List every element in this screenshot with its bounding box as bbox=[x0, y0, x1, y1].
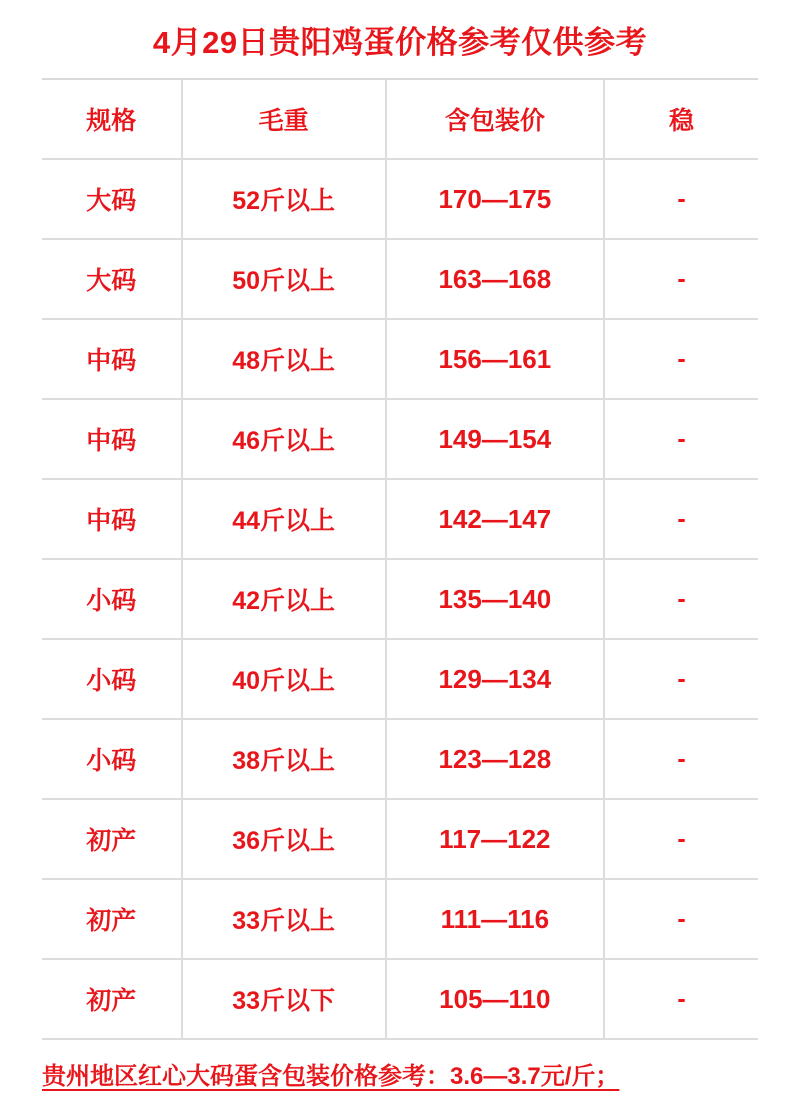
table-row bbox=[42, 559, 758, 639]
cell-spec: 中码 bbox=[42, 399, 182, 479]
cell-weight: 42斤以上 bbox=[182, 559, 386, 639]
cell-price: 163—168 bbox=[386, 239, 604, 319]
cell-price: 170—175 bbox=[386, 159, 604, 239]
table-row bbox=[42, 479, 758, 559]
cell-trend: - bbox=[604, 399, 758, 479]
cell-spec: 大码 bbox=[42, 239, 182, 319]
table-row bbox=[42, 239, 758, 319]
title-row bbox=[42, 0, 758, 80]
cell-weight: 40斤以上 bbox=[182, 639, 386, 719]
cell-spec: 小码 bbox=[42, 559, 182, 639]
table-header-row bbox=[42, 80, 758, 159]
cell-trend: - bbox=[604, 559, 758, 639]
egg-price-table bbox=[42, 80, 758, 1040]
cell-price: 135—140 bbox=[386, 559, 604, 639]
cell-price: 149—154 bbox=[386, 399, 604, 479]
table-body bbox=[42, 159, 758, 1039]
cell-price: 123—128 bbox=[386, 719, 604, 799]
cell-spec: 中码 bbox=[42, 479, 182, 559]
table-row bbox=[42, 719, 758, 799]
cell-spec: 初产 bbox=[42, 959, 182, 1039]
cell-trend: - bbox=[604, 879, 758, 959]
cell-trend: - bbox=[604, 479, 758, 559]
table-row bbox=[42, 799, 758, 879]
table-row bbox=[42, 319, 758, 399]
cell-weight: 38斤以上 bbox=[182, 719, 386, 799]
cell-spec: 小码 bbox=[42, 639, 182, 719]
column-header-trend: 稳 bbox=[604, 80, 758, 159]
table-row bbox=[42, 959, 758, 1039]
cell-spec: 小码 bbox=[42, 719, 182, 799]
cell-trend: - bbox=[604, 799, 758, 879]
cell-price: 129—134 bbox=[386, 639, 604, 719]
cell-spec: 初产 bbox=[42, 799, 182, 879]
page-title: 4月29日贵阳鸡蛋价格参考仅供参考 bbox=[152, 24, 648, 60]
cell-weight: 50斤以上 bbox=[182, 239, 386, 319]
cell-price: 117—122 bbox=[386, 799, 604, 879]
table-header bbox=[42, 80, 758, 159]
cell-trend: - bbox=[604, 959, 758, 1039]
cell-spec: 中码 bbox=[42, 319, 182, 399]
column-header-spec: 规格 bbox=[42, 80, 182, 159]
cell-trend: - bbox=[604, 159, 758, 239]
cell-weight: 52斤以上 bbox=[182, 159, 386, 239]
cell-weight: 44斤以上 bbox=[182, 479, 386, 559]
cell-price: 105—110 bbox=[386, 959, 604, 1039]
footnote-text: 贵州地区红心大码蛋含包装价格参考：3.6—3.7元/斤； bbox=[42, 1063, 620, 1090]
cell-weight: 33斤以上 bbox=[182, 879, 386, 959]
cell-price: 156—161 bbox=[386, 319, 604, 399]
cell-trend: - bbox=[604, 239, 758, 319]
cell-weight: 33斤以下 bbox=[182, 959, 386, 1039]
cell-price: 111—116 bbox=[386, 879, 604, 959]
table-row bbox=[42, 159, 758, 239]
cell-spec: 大码 bbox=[42, 159, 182, 239]
column-header-price: 含包装价 bbox=[386, 80, 604, 159]
column-header-weight: 毛重 bbox=[182, 80, 386, 159]
cell-spec: 初产 bbox=[42, 879, 182, 959]
table-row bbox=[42, 879, 758, 959]
cell-weight: 46斤以上 bbox=[182, 399, 386, 479]
cell-trend: - bbox=[604, 719, 758, 799]
cell-trend: - bbox=[604, 639, 758, 719]
cell-weight: 48斤以上 bbox=[182, 319, 386, 399]
cell-price: 142—147 bbox=[386, 479, 604, 559]
table-row bbox=[42, 639, 758, 719]
table-row bbox=[42, 399, 758, 479]
cell-trend: - bbox=[604, 319, 758, 399]
cell-weight: 36斤以上 bbox=[182, 799, 386, 879]
